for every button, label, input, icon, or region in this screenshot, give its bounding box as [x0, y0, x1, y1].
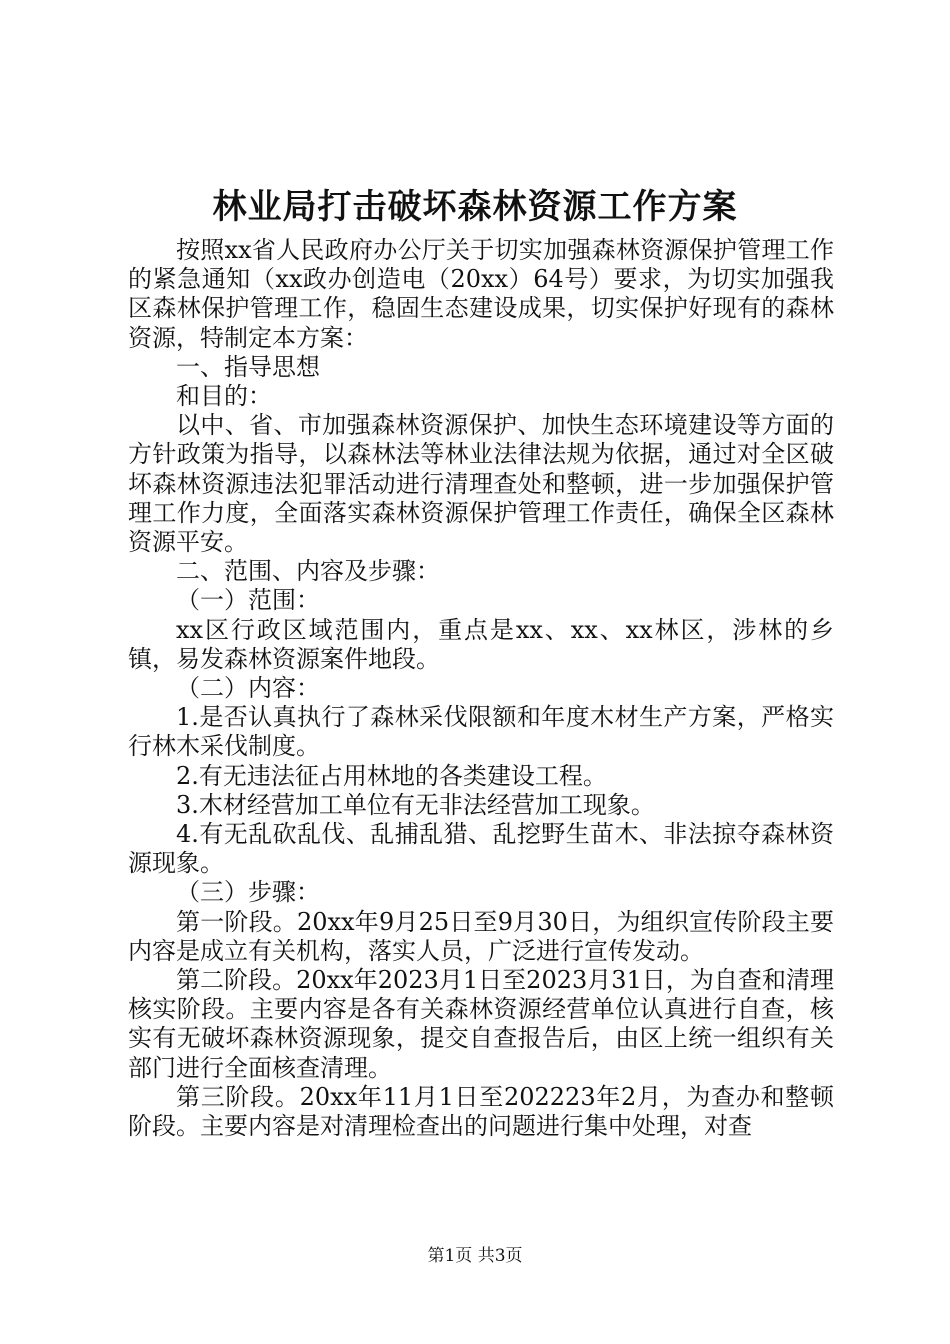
step-stage-3: 第三阶段。20xx年11月1日至202223年2月，为查办和整顿阶段。主要内容是对清理检查出的问题进行集中处理，对查 — [128, 1082, 834, 1141]
document-title: 林业局打击破坏森林资源工作方案 — [212, 187, 738, 227]
step-stage-1: 第一阶段。20xx年9月25日至9月30日，为组织宣传阶段主要内容是成立有关机构，落实人员，广泛进行宣传发动。 — [128, 907, 834, 965]
section-heading-guiding-thought: 一、指导思想 — [176, 352, 320, 381]
step-stage-2: 第二阶段。20xx年2023月1日至2023月31日，为自查和清理核实阶段。主要内容是各有关森林资源经营单位认真进行自查，核实有无破坏森林资源现象，提交自查报告后，由区上统一组织有关部门进行全面核查清理。 — [128, 966, 834, 1082]
subheading-scope: （一）范围： — [176, 586, 320, 615]
paragraph-intro: 按照xx省人民政府办公厅关于切实加强森林资源保护管理工作的紧急通知（xx政办创造电（20xx）64号）要求，为切实加强我区森林保护管理工作，稳固生态建设成果，切实保护好现有的森林资源，特制定本方案： — [128, 236, 834, 352]
subheading-content: （二）内容： — [176, 674, 320, 703]
paragraph-scope: xx区行政区域范围内，重点是xx、xx、xx林区，涉林的乡镇，易发森林资源案件地段。 — [128, 615, 834, 673]
paragraph-guiding-purpose: 以中、省、市加强森林资源保护、加快生态环境建设等方面的方针政策为指导，以森林法等林业法律法规为依据，通过对全区破坏森林资源违法犯罪活动进行清理查处和整顿，进一步加强保护管理工作力度，全面落实森林资源保护管理工作责任，确保全区森林资源平安。 — [128, 411, 834, 557]
content-item-1: 1.是否认真执行了森林采伐限额和年度木材生产方案，严格实行林木采伐制度。 — [128, 703, 834, 761]
content-item-4: 4.有无乱砍乱伐、乱捕乱猎、乱挖野生苗木、非法掠夺森林资源现象。 — [128, 820, 834, 878]
document-body — [128, 236, 834, 1141]
content-item-2: 2.有无违法征占用林地的各类建设工程。 — [176, 761, 607, 790]
page-footer: 第1页 共3页 — [427, 1246, 523, 1266]
section-heading-scope-content-steps: 二、范围、内容及步骤： — [176, 557, 440, 586]
content-item-3: 3.木材经营加工单位有无非法经营加工现象。 — [176, 790, 655, 819]
subheading-steps: （三）步骤： — [176, 878, 320, 907]
section-heading-purpose: 和目的： — [176, 382, 272, 411]
